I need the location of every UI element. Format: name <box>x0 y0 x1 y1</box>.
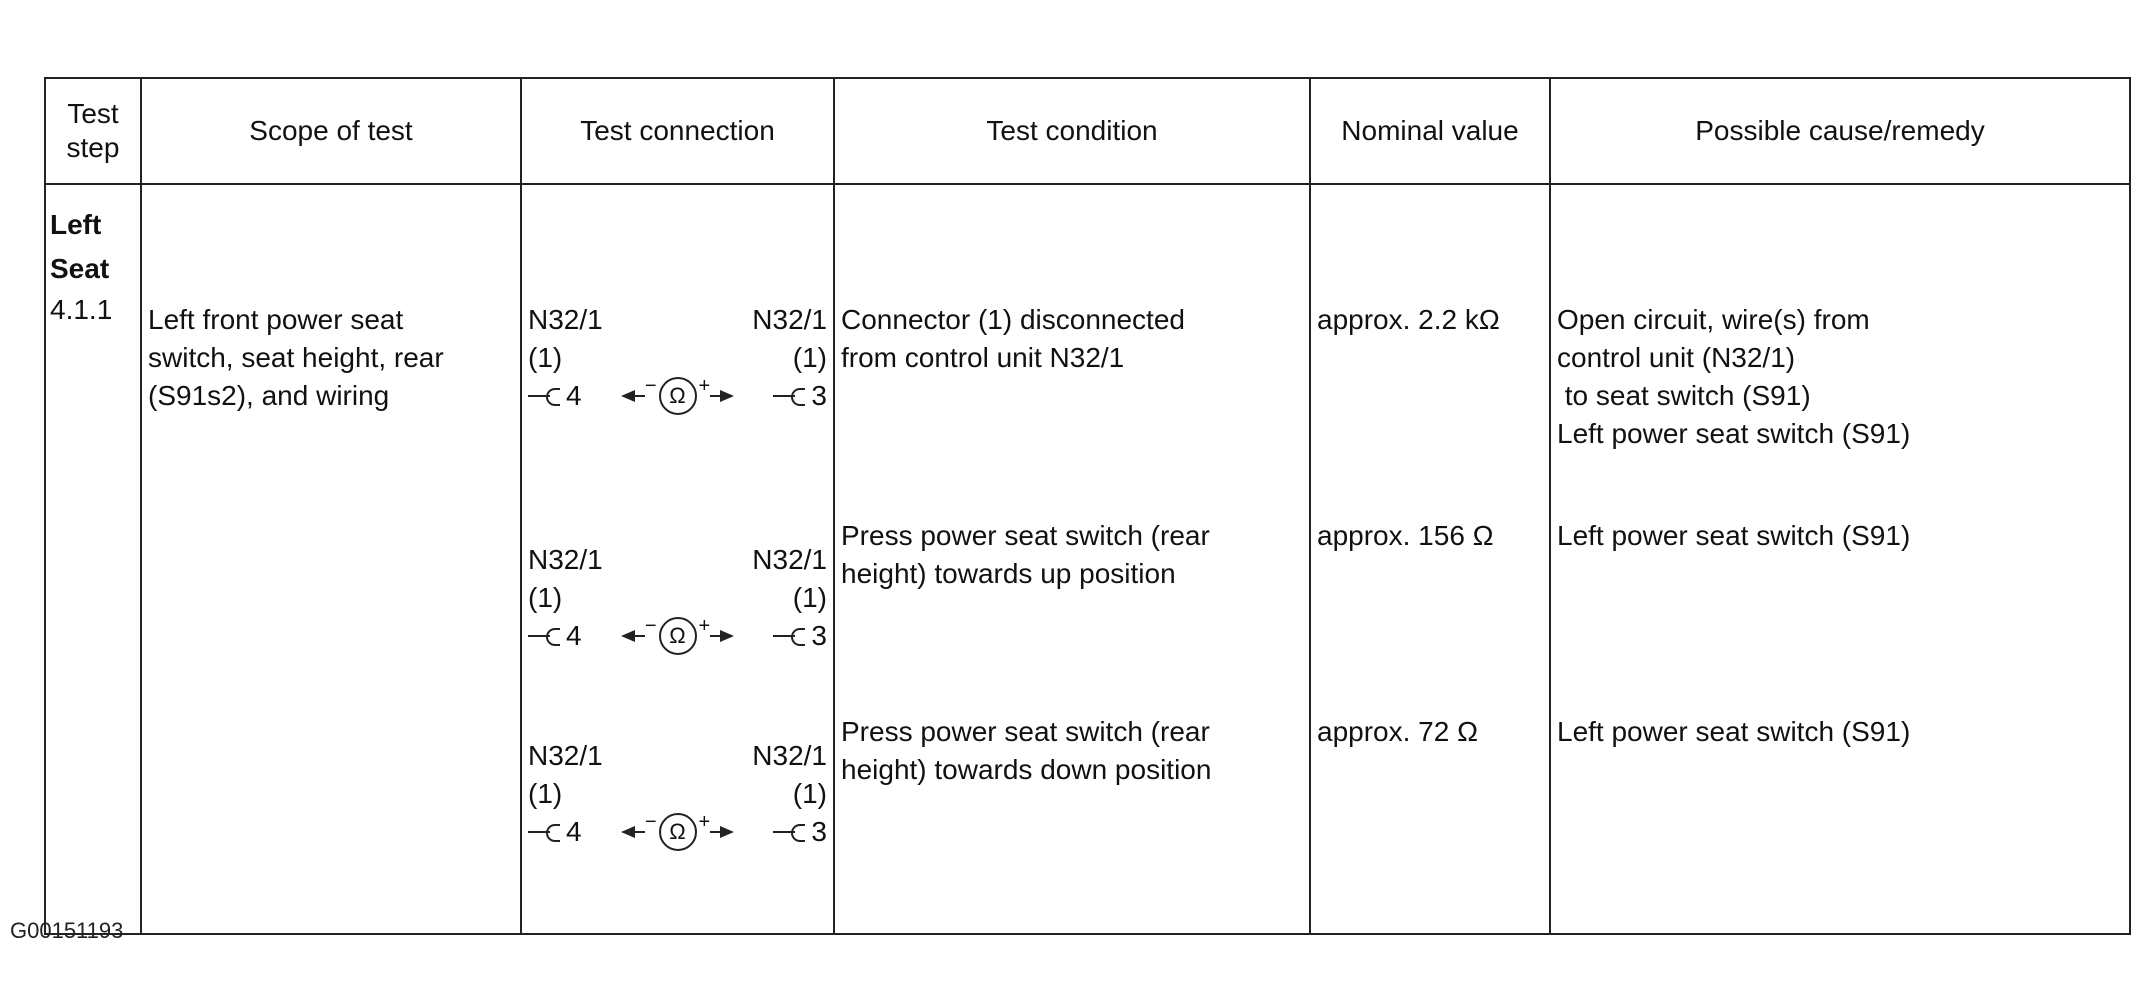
test-procedure-table <box>44 77 2131 935</box>
header-connection: Test connection <box>521 78 834 184</box>
meter-minus: − <box>644 375 657 397</box>
nominal-value: approx. 2.2 kΩ <box>1317 304 1500 335</box>
pin-number: 4 <box>566 620 582 651</box>
meter-symbol: Ω <box>659 377 697 415</box>
condition-line: Press power seat switch (rear <box>841 716 1210 747</box>
step-number: 4.1.1 <box>50 294 113 325</box>
connector-label: N32/1 <box>528 740 603 771</box>
pin-left <box>528 617 582 655</box>
pin-number: 4 <box>566 816 582 847</box>
condition-cell <box>834 184 1310 934</box>
remedy-block <box>1557 517 2123 713</box>
plug-icon <box>773 626 807 646</box>
meter-plus: + <box>698 375 711 397</box>
condition-line: Connector (1) disconnected <box>841 304 1185 335</box>
meter-symbol: Ω <box>659 617 697 655</box>
meter-minus: − <box>644 811 657 833</box>
connector-sub: (1) <box>528 582 563 613</box>
connector-label: N32/1 <box>528 544 603 575</box>
connection-block <box>528 541 827 717</box>
header-remedy: Possible cause/remedy <box>1550 78 2130 184</box>
condition-block <box>841 517 1303 713</box>
ohmmeter-icon <box>621 377 734 415</box>
header-condition: Test condition <box>834 78 1310 184</box>
group-label-line: Seat <box>50 253 110 284</box>
connector-sub: (1) <box>792 342 827 373</box>
plug-icon <box>528 386 562 406</box>
header-nominal: Nominal value <box>1310 78 1550 184</box>
condition-block <box>841 713 1303 789</box>
connector-sub: (1) <box>792 582 827 613</box>
remedy-line: control unit (N32/1) <box>1557 342 1796 373</box>
ohmmeter-icon <box>621 617 734 655</box>
connection-block <box>528 717 827 933</box>
connection-block <box>528 203 827 541</box>
connection-cell <box>521 184 834 934</box>
ohmmeter-icon <box>621 813 734 851</box>
remedy-cell <box>1550 184 2130 934</box>
connector-label: N32/1 <box>752 304 827 335</box>
remedy-block <box>1557 713 2123 751</box>
remedy-line: to seat switch (S91) <box>1557 380 1811 411</box>
header-row <box>45 78 2130 184</box>
header-scope: Scope of test <box>141 78 521 184</box>
remedy-line: Left power seat switch (S91) <box>1557 418 1911 449</box>
step-group-label <box>50 203 134 291</box>
connector-sub: (1) <box>528 778 563 809</box>
condition-line: from control unit N32/1 <box>841 342 1125 373</box>
scope-line: Left front power seat <box>148 304 404 335</box>
pin-right <box>773 377 827 415</box>
pin-number: 4 <box>566 380 582 411</box>
condition-block <box>841 301 1303 517</box>
pin-right <box>773 617 827 655</box>
pin-number: 3 <box>811 380 827 411</box>
condition-line: Press power seat switch (rear <box>841 520 1210 551</box>
connector-label: N32/1 <box>752 740 827 771</box>
pin-number: 3 <box>811 620 827 651</box>
meter-plus: + <box>698 811 711 833</box>
header-test-step: Test step <box>45 78 141 184</box>
figure-code: G00151193 <box>10 918 124 943</box>
pin-number: 3 <box>811 816 827 847</box>
remedy-line: Left power seat switch (S91) <box>1557 520 1911 551</box>
pin-left <box>528 377 582 415</box>
connector-sub: (1) <box>792 778 827 809</box>
table-row <box>45 184 2130 934</box>
pin-left <box>528 813 582 851</box>
group-label-line: Left <box>50 209 102 240</box>
plug-icon <box>528 626 562 646</box>
scope-line: (S91s2), and wiring <box>148 380 390 411</box>
plug-icon <box>773 386 807 406</box>
meter-minus: − <box>644 615 657 637</box>
condition-line: height) towards down position <box>841 754 1212 785</box>
nominal-value: approx. 72 Ω <box>1317 716 1479 747</box>
remedy-line: Open circuit, wire(s) from <box>1557 304 1870 335</box>
nominal-value: approx. 156 Ω <box>1317 520 1494 551</box>
connector-label: N32/1 <box>752 544 827 575</box>
meter-symbol: Ω <box>659 813 697 851</box>
test-step-cell <box>45 184 141 934</box>
plug-icon <box>773 822 807 842</box>
meter-plus: + <box>698 615 711 637</box>
plug-icon <box>528 822 562 842</box>
nominal-cell <box>1310 184 1550 934</box>
remedy-line: Left power seat switch (S91) <box>1557 716 1911 747</box>
scope-cell <box>141 184 521 934</box>
connector-sub: (1) <box>528 342 563 373</box>
connector-label: N32/1 <box>528 304 603 335</box>
scope-line: switch, seat height, rear <box>148 342 444 373</box>
condition-line: height) towards up position <box>841 558 1176 589</box>
remedy-block <box>1557 301 2123 517</box>
pin-right <box>773 813 827 851</box>
